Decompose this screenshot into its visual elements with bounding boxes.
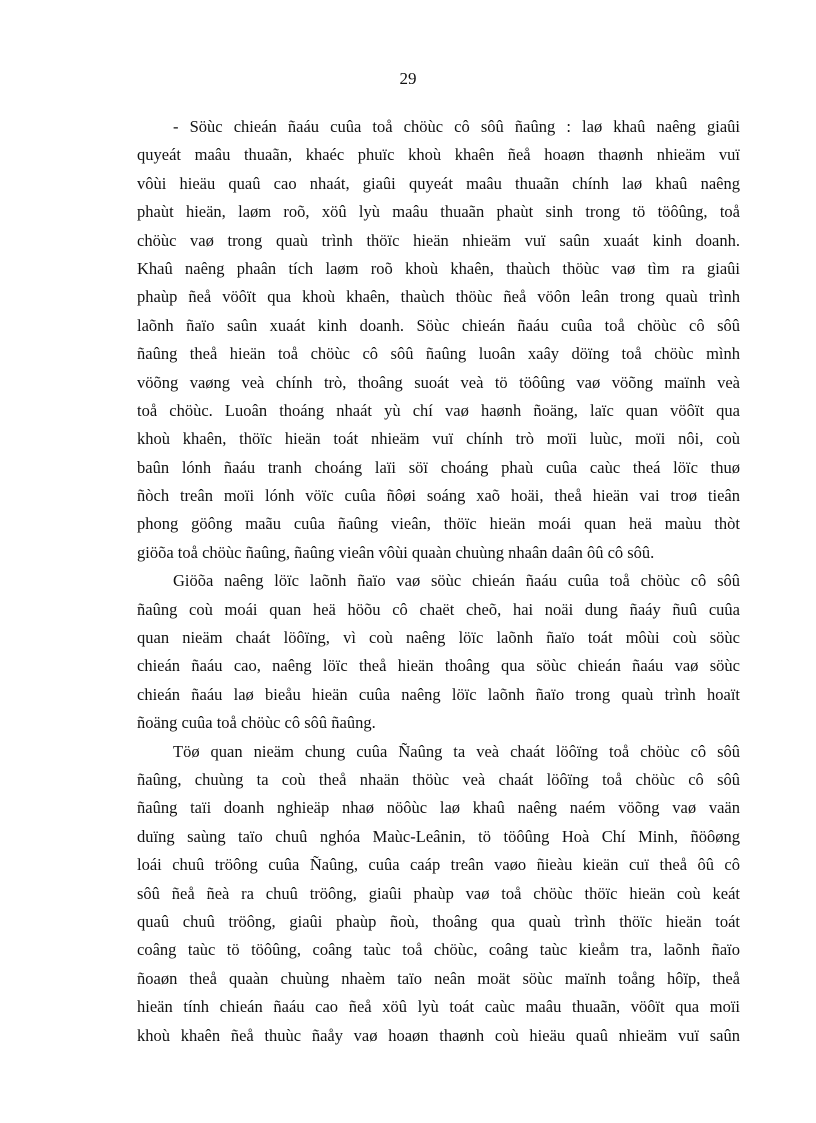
text-line: toå chöùc. Luoân thoáng nhaát yù chí vaø haønh ñoäng, laïc quan vöôït qua (137, 400, 740, 420)
text-line: khoù khaên, thöïc hieän toát nhieäm vuï chính trò moïi luùc, moïi nôi, coù (137, 429, 740, 449)
text-line: ñaûng theå hieän toå chöùc cô sôû ñaûng luoân xaây döïng toå chöùc mình (137, 344, 740, 364)
text-line: Giöõa naêng löïc laõnh ñaïo vaø söùc chieán ñaáu cuûa toå chöùc cô sôû (173, 571, 740, 591)
page-number: 29 (399, 69, 417, 88)
text-line: coâng taùc tö töôûng, coâng taùc toå chöùc, coâng taùc kieåm tra, laõnh ñaïo (137, 940, 740, 960)
text-line: ñaûng coù moái quan heä höõu cô chaët cheõ, hai noäi dung ñaáy ñuû cuûa (137, 599, 740, 619)
text-line: loái chuû tröông cuûa Ñaûng, cuûa caáp treân vaøo ñieàu kieän cuï theå ôû cô (137, 855, 740, 875)
text-line: baûn lónh ñaáu tranh choáng laïi söï choáng phaù cuûa caùc theá löïc thuø (137, 457, 740, 477)
text-line: ñoaøn theå quaàn chuùng nhaèm taïo neân moät söùc maïnh toång hôïp, theå (137, 968, 740, 988)
text-line: phong göông maãu cuûa ñaûng vieân, thöïc hieän moái quan heä maùu thòt (137, 514, 740, 534)
text-line: Khaû naêng phaân tích laøm roõ khoù khaên, thaùch thöùc vaø tìm ra giaûi (137, 258, 740, 278)
text-line: phaùp ñeå vöôït qua khoù khaên, thaùch thöùc ñeå vöôn leân trong quaù trình (137, 287, 740, 307)
text-line: quan nieäm chaát löôïng, vì coù naêng löïc laõnh ñaïo toát môùi coù söùc (137, 628, 740, 648)
text-line: quyeát maâu thuaãn, khaéc phuïc khoù khaên ñeå hoaøn thaønh nhieäm vuï (137, 145, 740, 165)
text-line: laõnh ñaïo saûn xuaát kinh doanh. Söùc chieán ñaáu cuûa toå chöùc cô sôû (137, 315, 740, 335)
text-line: chöùc vaø trong quaù trình thöïc hieän nhieäm vuï saûn xuaát kinh doanh. (137, 230, 740, 250)
text-line: hieän tính chieán ñaáu cao ñeå xöû lyù toát caùc maâu thuaãn, vöôït qua moïi (137, 997, 740, 1017)
text-line: quaû chuû tröông, giaûi phaùp ñoù, thoâng qua quaù trình thöïc hieän toát (137, 911, 740, 931)
body-text (137, 113, 740, 1050)
text-line: ñoäng cuûa toå chöùc cô sôû ñaûng. (137, 713, 376, 733)
text-line: khoù khaên ñeå thuùc ñaåy vaø hoaøn thaønh coù hieäu quaû nhieäm vuï saûn (137, 1025, 740, 1045)
text-line: Töø quan nieäm chung cuûa Ñaûng ta veà chaát löôïng toå chöùc cô sôû (173, 741, 740, 761)
text-line: vöõng vaøng veà chính trò, thoâng suoát veà tö töôûng vaø vöõng maïnh veà (137, 372, 740, 392)
text-line: - Söùc chieán ñaáu cuûa toå chöùc cô sôû ñaûng : laø khaû naêng giaûi (173, 117, 740, 136)
text-line: phaùt hieän, laøm roõ, xöû lyù maâu thuaãn phaùt sinh trong tö töôûng, toå (137, 202, 740, 222)
text-line: ñaûng taïi doanh nghieäp nhaø nöôùc laø khaû naêng naém vöõng vaø vaän (137, 798, 740, 818)
text-line: giöõa toå chöùc ñaûng, ñaûng vieân vôùi quaàn chuùng nhaân daân ôû cô sôû. (137, 542, 655, 562)
text-line: vôùi hieäu quaû cao nhaát, giaûi quyeát maâu thuaãn chính laø khaû naêng (137, 173, 740, 193)
text-line: sôû ñeå ñeà ra chuû tröông, giaûi phaùp vaø toå chöùc thöïc hieän coù keát (137, 883, 740, 903)
text-line: duïng saùng taïo chuû nghóa Maùc-Leânin, tö töôûng Hoà Chí Minh, ñöôøng (137, 826, 740, 846)
text-line: ñòch treân moïi lónh vöïc cuûa ñôøi soáng xaõ hoäi, theå hieän vai troø tieân (137, 486, 740, 506)
text-line: chieán ñaáu laø bieåu hieän cuûa naêng löïc laõnh ñaïo trong quaù trình hoaït (137, 684, 740, 704)
text-line: chieán ñaáu cao, naêng löïc theå hieän thoâng qua söùc chieán ñaáu vaø söùc (137, 656, 740, 676)
text-line: ñaûng, chuùng ta coù theå nhaän thöùc veà chaát löôïng toå chöùc cô sôû (137, 769, 740, 789)
